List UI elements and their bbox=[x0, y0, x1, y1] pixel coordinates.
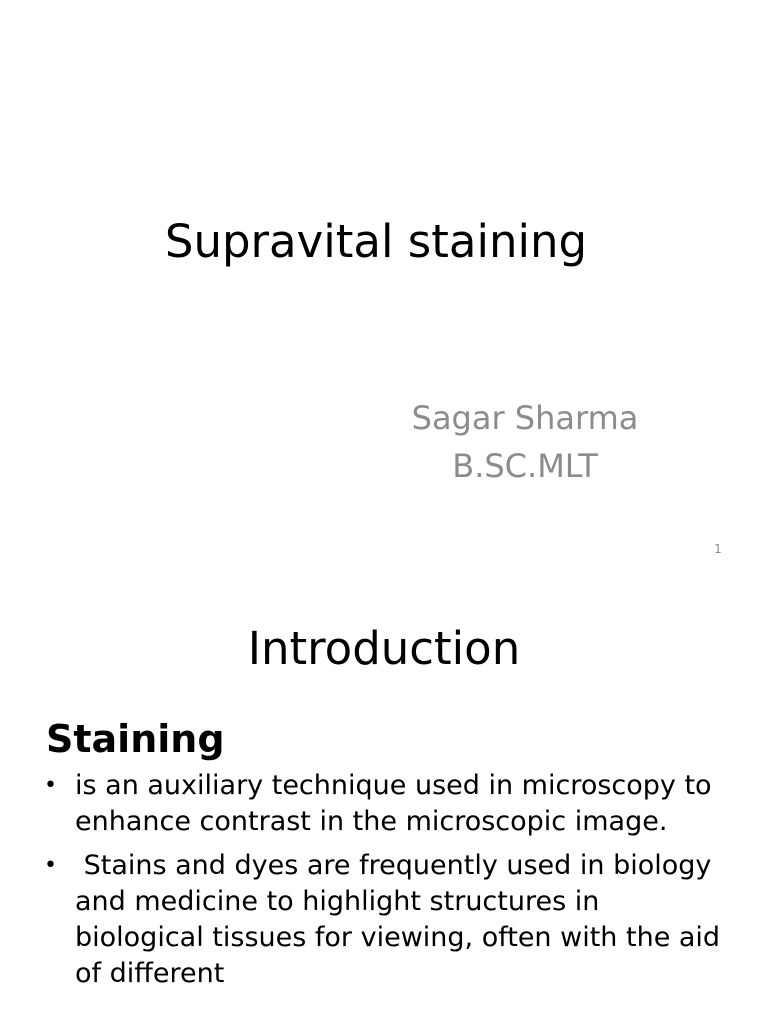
bullet-list bbox=[40, 768, 730, 1000]
list-item bbox=[40, 768, 730, 840]
bullet-icon: • bbox=[44, 773, 57, 798]
bullet-icon: • bbox=[44, 853, 57, 878]
author-degree: B.SC.MLT bbox=[452, 447, 598, 485]
bullet-text: Stains and dyes are frequently used in biology and medicine to highlight structures in biological tissues for viewing, often with the aid of different bbox=[75, 850, 729, 989]
author-block bbox=[370, 394, 680, 490]
author-name: Sagar Sharma bbox=[411, 399, 639, 437]
page-number: 1 bbox=[714, 542, 722, 556]
introduction-title: Introduction bbox=[247, 622, 521, 675]
bullet-text: is an auxiliary technique used in microscopy to enhance contrast in the microscopic image. bbox=[75, 770, 721, 837]
section-heading: Staining bbox=[46, 717, 225, 761]
slide-title: Supravital staining bbox=[164, 215, 588, 268]
list-item bbox=[40, 848, 730, 992]
